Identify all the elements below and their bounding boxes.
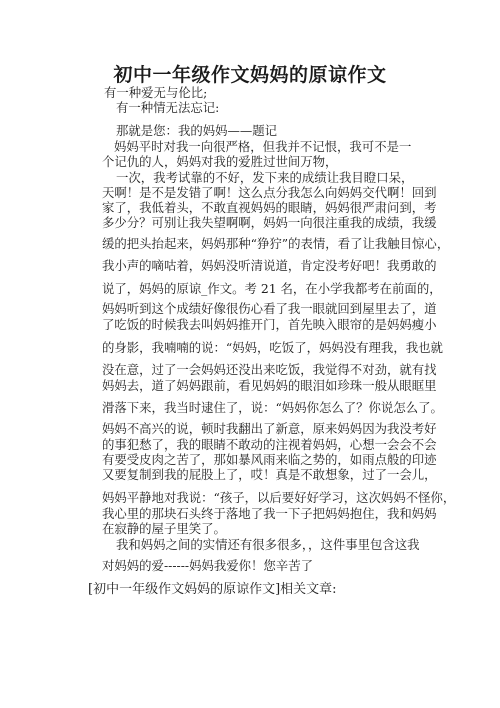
page-title: 初中一年级作文妈妈的原谅作文 [113,64,387,86]
text-line: 妈妈平静地对我说：“孩子，以后要好好学习，这次妈妈不怪你， [102,490,456,505]
text-line: 个记仇的人，妈妈对我的爱胜过世间万物， [102,154,338,169]
text-line: 没在意，过了一会妈妈还没出来吃饭，我觉得不对劲，就有找 [102,362,437,377]
text-line: 那就是您：我的妈妈——题记 [116,123,278,138]
text-line: 缓的把头抬起来，妈妈那种“狰狞”的表情，看了让我触目惊心， [102,236,450,251]
text-line: 有一种爱无与伦比; [104,85,208,100]
text-line: 妈妈去，道了妈妈跟前，看见妈妈的眼泪如珍珠一般从眼眶里 [102,378,437,393]
text-line: 家了，我低着头，不敢直视妈妈的眼睛，妈妈很严肃问到，考 [102,200,437,215]
text-line: 我心里的那块石头终于落地了我一下子把妈妈抱住，我和妈妈 [102,506,437,521]
text-line: 一次，我考试靠的不好，发下来的成绩让我目瞪口呆， [116,170,414,185]
text-line: 妈妈不高兴的说，顿时我翻出了新意，原来妈妈因为我没考好 [102,421,437,436]
text-line: 我小声的嘀咕着，妈妈没听清说道，肯定没考好吧！我勇敢的 [102,258,437,273]
text-line: 妈妈平时对我一向很严格，但我并不记恨，我可不是一 [114,139,412,154]
text-line: 对妈妈的爱------妈妈我爱你！您辛苦了 [102,558,313,573]
text-line: 妈妈听到这个成绩好像很伤心看了我一眼就回到屋里去了，道 [102,301,437,316]
text-line: 天啊！是不是发错了啊！这么点分我怎么向妈妈交代啊！回到 [102,185,437,200]
text-line: 滑落下来，我当时逮住了，说：“妈妈你怎么了？你说怎么了。 [102,400,443,415]
text-line: 有一种情无法忘记: [116,100,220,115]
text-line: 的身影，我喃喃的说：“妈妈，吃饭了，妈妈没有理我，我也就 [102,340,443,355]
text-line: 了吃饭的时候我去叫妈妈推开门，首先映入眼帘的是妈妈瘦小 [102,317,437,332]
text-line: 又要复制到我的屁股上了，哎！真是不敢想象，过了一会儿， [102,467,437,482]
text-line: 有要受皮肉之苦了，那如暴风雨来临之势的，如雨点般的印迹 [102,452,437,467]
related-articles-heading: [初中一年级作文妈妈的原谅作文]相关文章: [88,582,337,597]
text-line: 的事犯愁了，我的眼睛不敢动的注视着妈妈，心想一会会不会 [102,437,437,452]
text-line: 多少分？可别让我失望啊啊，妈妈一向很注重我的成绩，我缓 [102,215,437,230]
text-line: 我和妈妈之间的实情还有很多很多，，这件事里包含这我 [116,537,420,552]
text-line: 在寂静的屋子里笑了。 [102,521,226,536]
text-line: 说了，妈妈的原谅_作文。考 21 名，在小学我都考在前面的， [102,281,442,296]
